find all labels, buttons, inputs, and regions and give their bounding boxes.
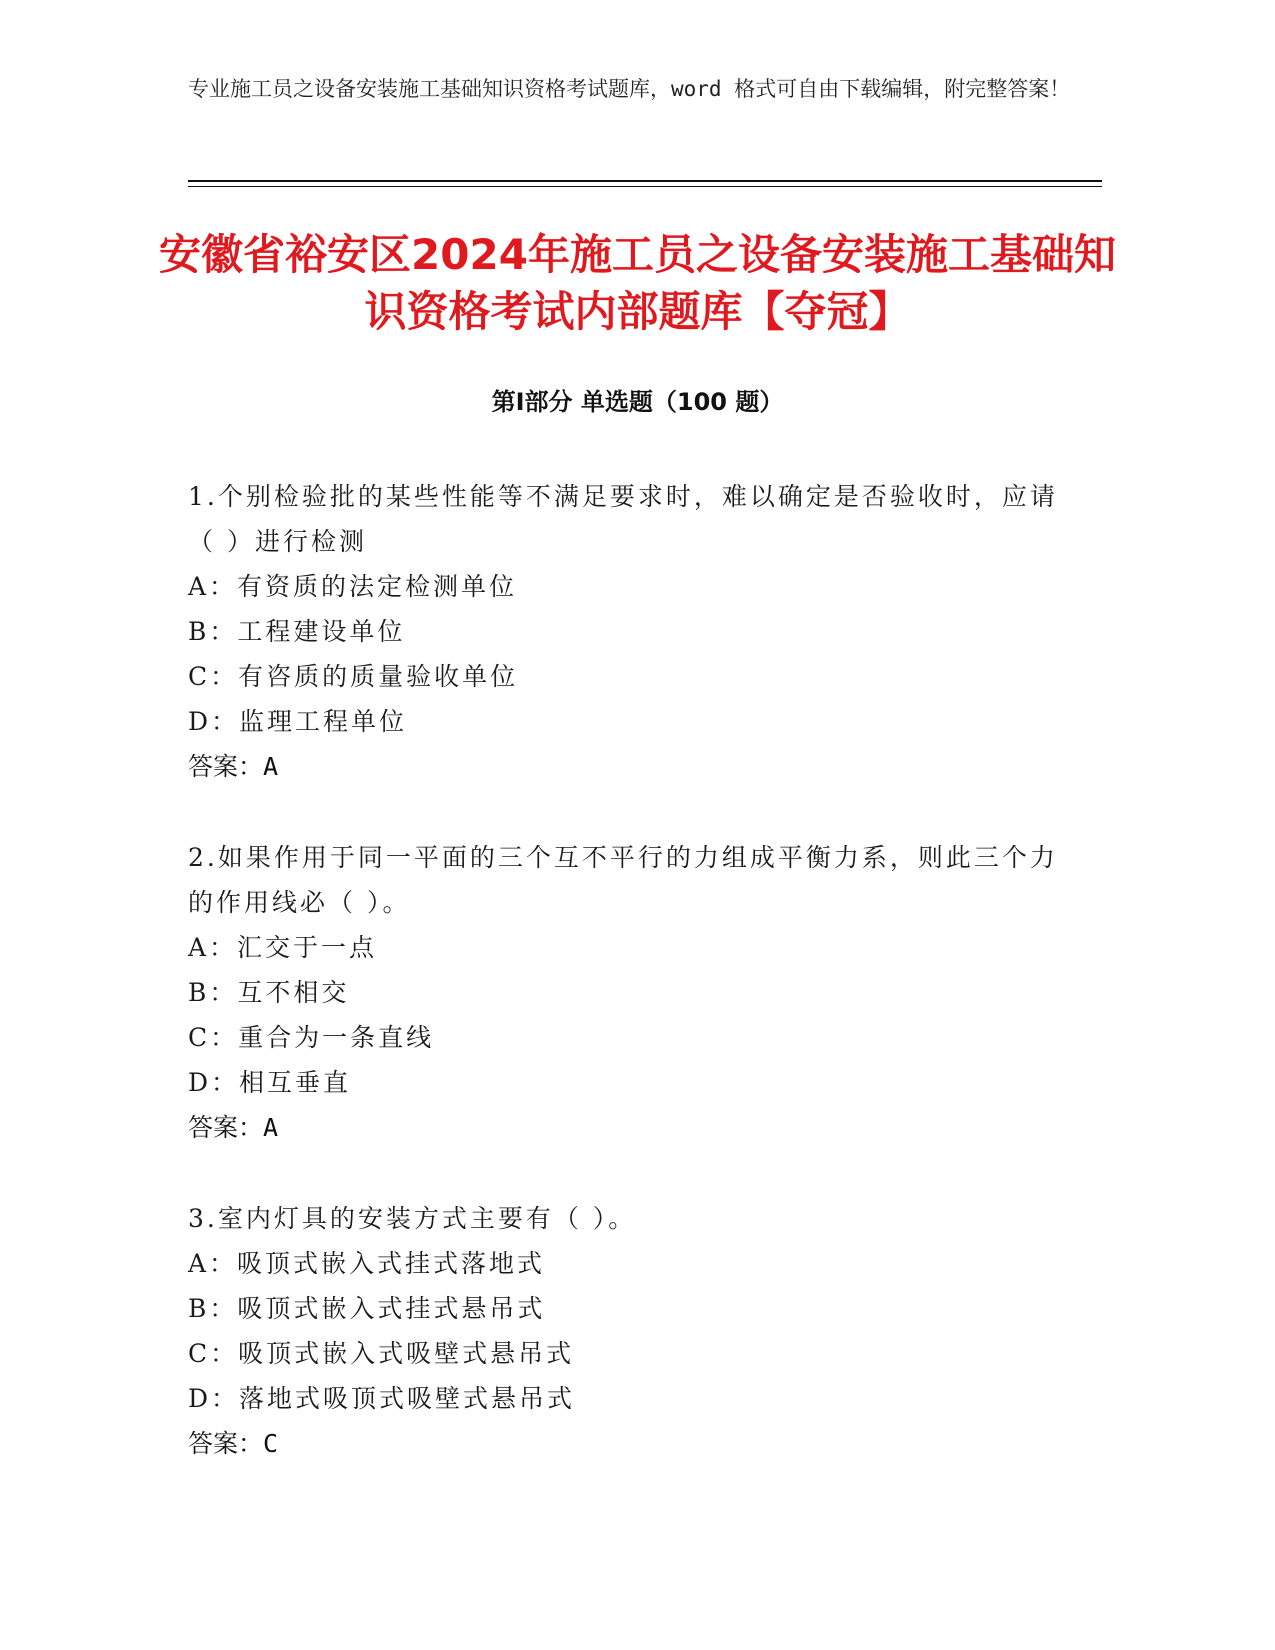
question-1 bbox=[188, 474, 1068, 789]
answer-value: A bbox=[263, 752, 279, 781]
question-3 bbox=[188, 1196, 1068, 1466]
option-d: D：落地式吸顶式吸壁式悬吊式 bbox=[188, 1384, 576, 1413]
question-stem: 3.室内灯具的安装方式主要有（ ）。 bbox=[188, 1204, 637, 1233]
option-b: B：吸顶式嵌入式挂式悬吊式 bbox=[188, 1294, 546, 1323]
document-title: 安徽省裕安区2024年施工员之设备安装施工基础知识资格考试内部题库【夺冠】 bbox=[159, 230, 1116, 336]
answer-line bbox=[188, 1105, 1068, 1150]
answer-label: 答案： bbox=[188, 1113, 264, 1142]
question-stem: 1.个别检验批的某些性能等不满足要求时，难以确定是否验收时，应请（ ）进行检测 bbox=[188, 482, 1058, 556]
answer-line bbox=[188, 744, 1068, 789]
option-a: A：汇交于一点 bbox=[188, 933, 378, 962]
option-b: B：工程建设单位 bbox=[188, 617, 406, 646]
option-a: A：有资质的法定检测单位 bbox=[188, 572, 518, 601]
answer-value: A bbox=[263, 1113, 279, 1142]
question-list bbox=[188, 474, 1068, 1512]
header-note: 专业施工员之设备安装施工基础知识资格考试题库，word 格式可自由下载编辑，附完整答案！ bbox=[188, 77, 1071, 101]
answer-label: 答案： bbox=[188, 752, 264, 781]
section-heading: 第Ⅰ部分 单选题（100 题） bbox=[491, 388, 784, 416]
answer-value: C bbox=[263, 1429, 279, 1458]
option-c: C：有咨质的质量验收单位 bbox=[188, 662, 519, 691]
question-2 bbox=[188, 835, 1068, 1150]
option-d: D：监理工程单位 bbox=[188, 707, 408, 736]
option-d: D：相互垂直 bbox=[188, 1068, 352, 1097]
answer-label: 答案： bbox=[188, 1429, 264, 1458]
answer-line bbox=[188, 1421, 1068, 1466]
option-b: B：互不相交 bbox=[188, 978, 350, 1007]
option-c: C：吸顶式嵌入式吸壁式悬吊式 bbox=[188, 1339, 575, 1368]
question-stem: 2.如果作用于同一平面的三个互不平行的力组成平衡力系，则此三个力的作用线必（ ）。 bbox=[188, 843, 1058, 917]
header-rule-thick bbox=[188, 180, 1102, 182]
option-c: C：重合为一条直线 bbox=[188, 1023, 435, 1052]
option-a: A：吸顶式嵌入式挂式落地式 bbox=[188, 1249, 546, 1278]
header-rule-thin bbox=[188, 186, 1102, 187]
